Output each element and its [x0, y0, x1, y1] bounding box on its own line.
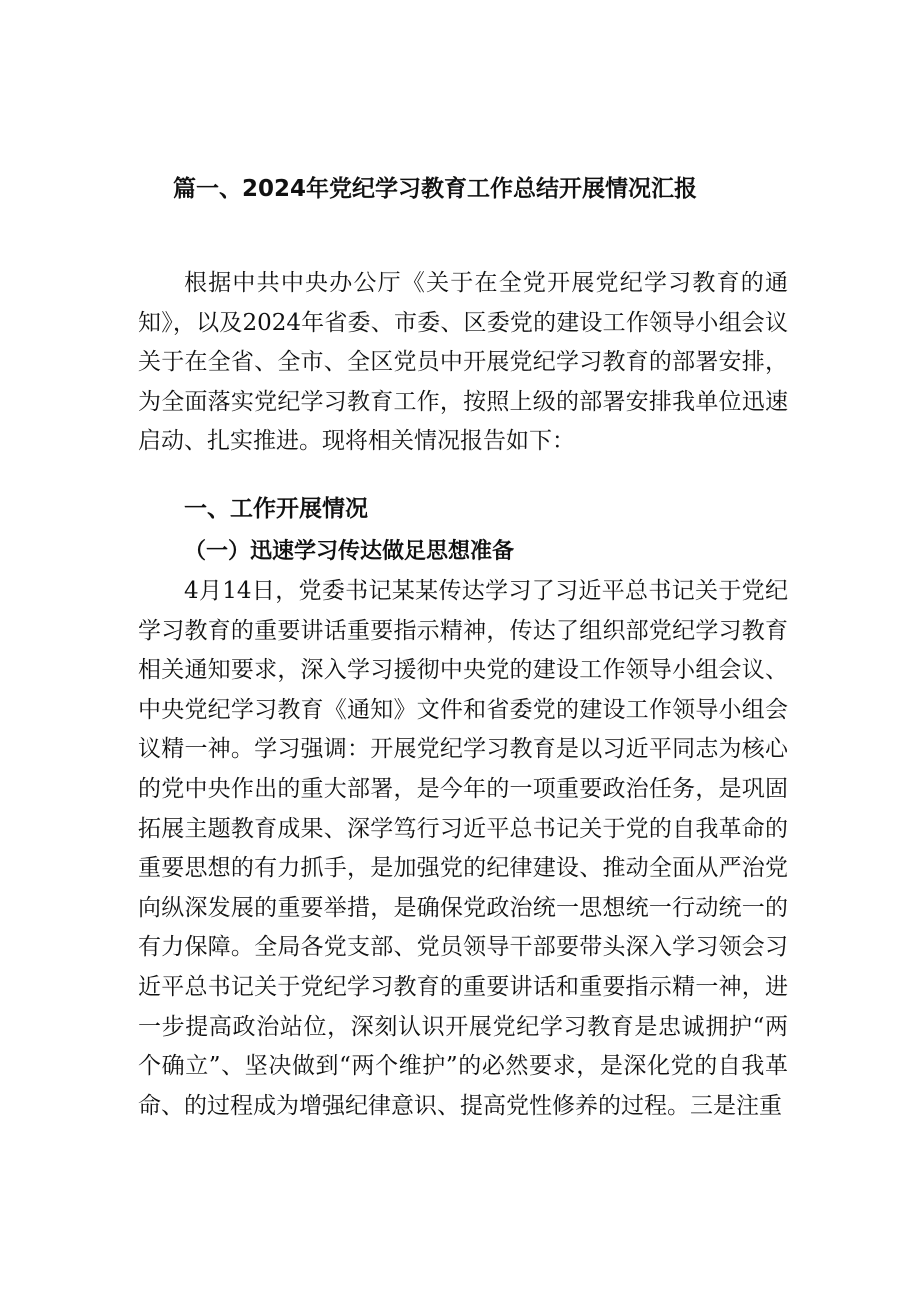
subsection-heading: （一）迅速学习传达做足思想准备	[184, 538, 515, 564]
intro-paragraph: 根据中共中央办公厅《关于在全党开展党纪学习教育的通知》，以及2024年省委、市委、区委党的建设工作领导小组会议关于在全省、全市、全区党员中开展党纪学习教育的部署安排，为全面落实党纪学习教育工作，按照上级的部署安排我单位迅速启动、扎实推进。现将相关情况报告如下：	[138, 270, 788, 455]
section-heading: 一、工作开展情况	[184, 496, 368, 522]
document-title: 篇一、2024年党纪学习教育工作总结开展情况汇报	[173, 176, 698, 202]
body-paragraph: 4月14日，党委书记某某传达学习了习近平总书记关于党纪学习教育的重要讲话重要指示精神，传达了组织部党纪学习教育相关通知要求，深入学习援彻中央党的建设工作领导小组会议、中央党纪学习教育《通知》文件和省委党的建设工作领导小组会议精一神。学习强调：开展党纪学习教育是以习近平同志为核心的党中央作出的重大部署，是今年的一项重要政治任务，是巩固拓展主题教育成果、深学笃行习近平总书记关于党的自我革命的重要思想的有力抓手，是加强党的纪律建设、推动全面从严治党向纵深发展的重要举措，是确保党政治统一思想统一行动统一的有力保障。全局各党支部、党员领导干部要带头深入学习领会习近平总书记关于党纪学习教育的重要讲话和重要指示精一神，进一步提高政治站位，深刻认识开展党纪学习教育是忠诚拥护“两个确立”、坚决做到“两个维护”的必然要求，是深化党的自我革命、的过程成为增强纪律意识、提高党性修养的过程。三是注重	[138, 578, 788, 1119]
